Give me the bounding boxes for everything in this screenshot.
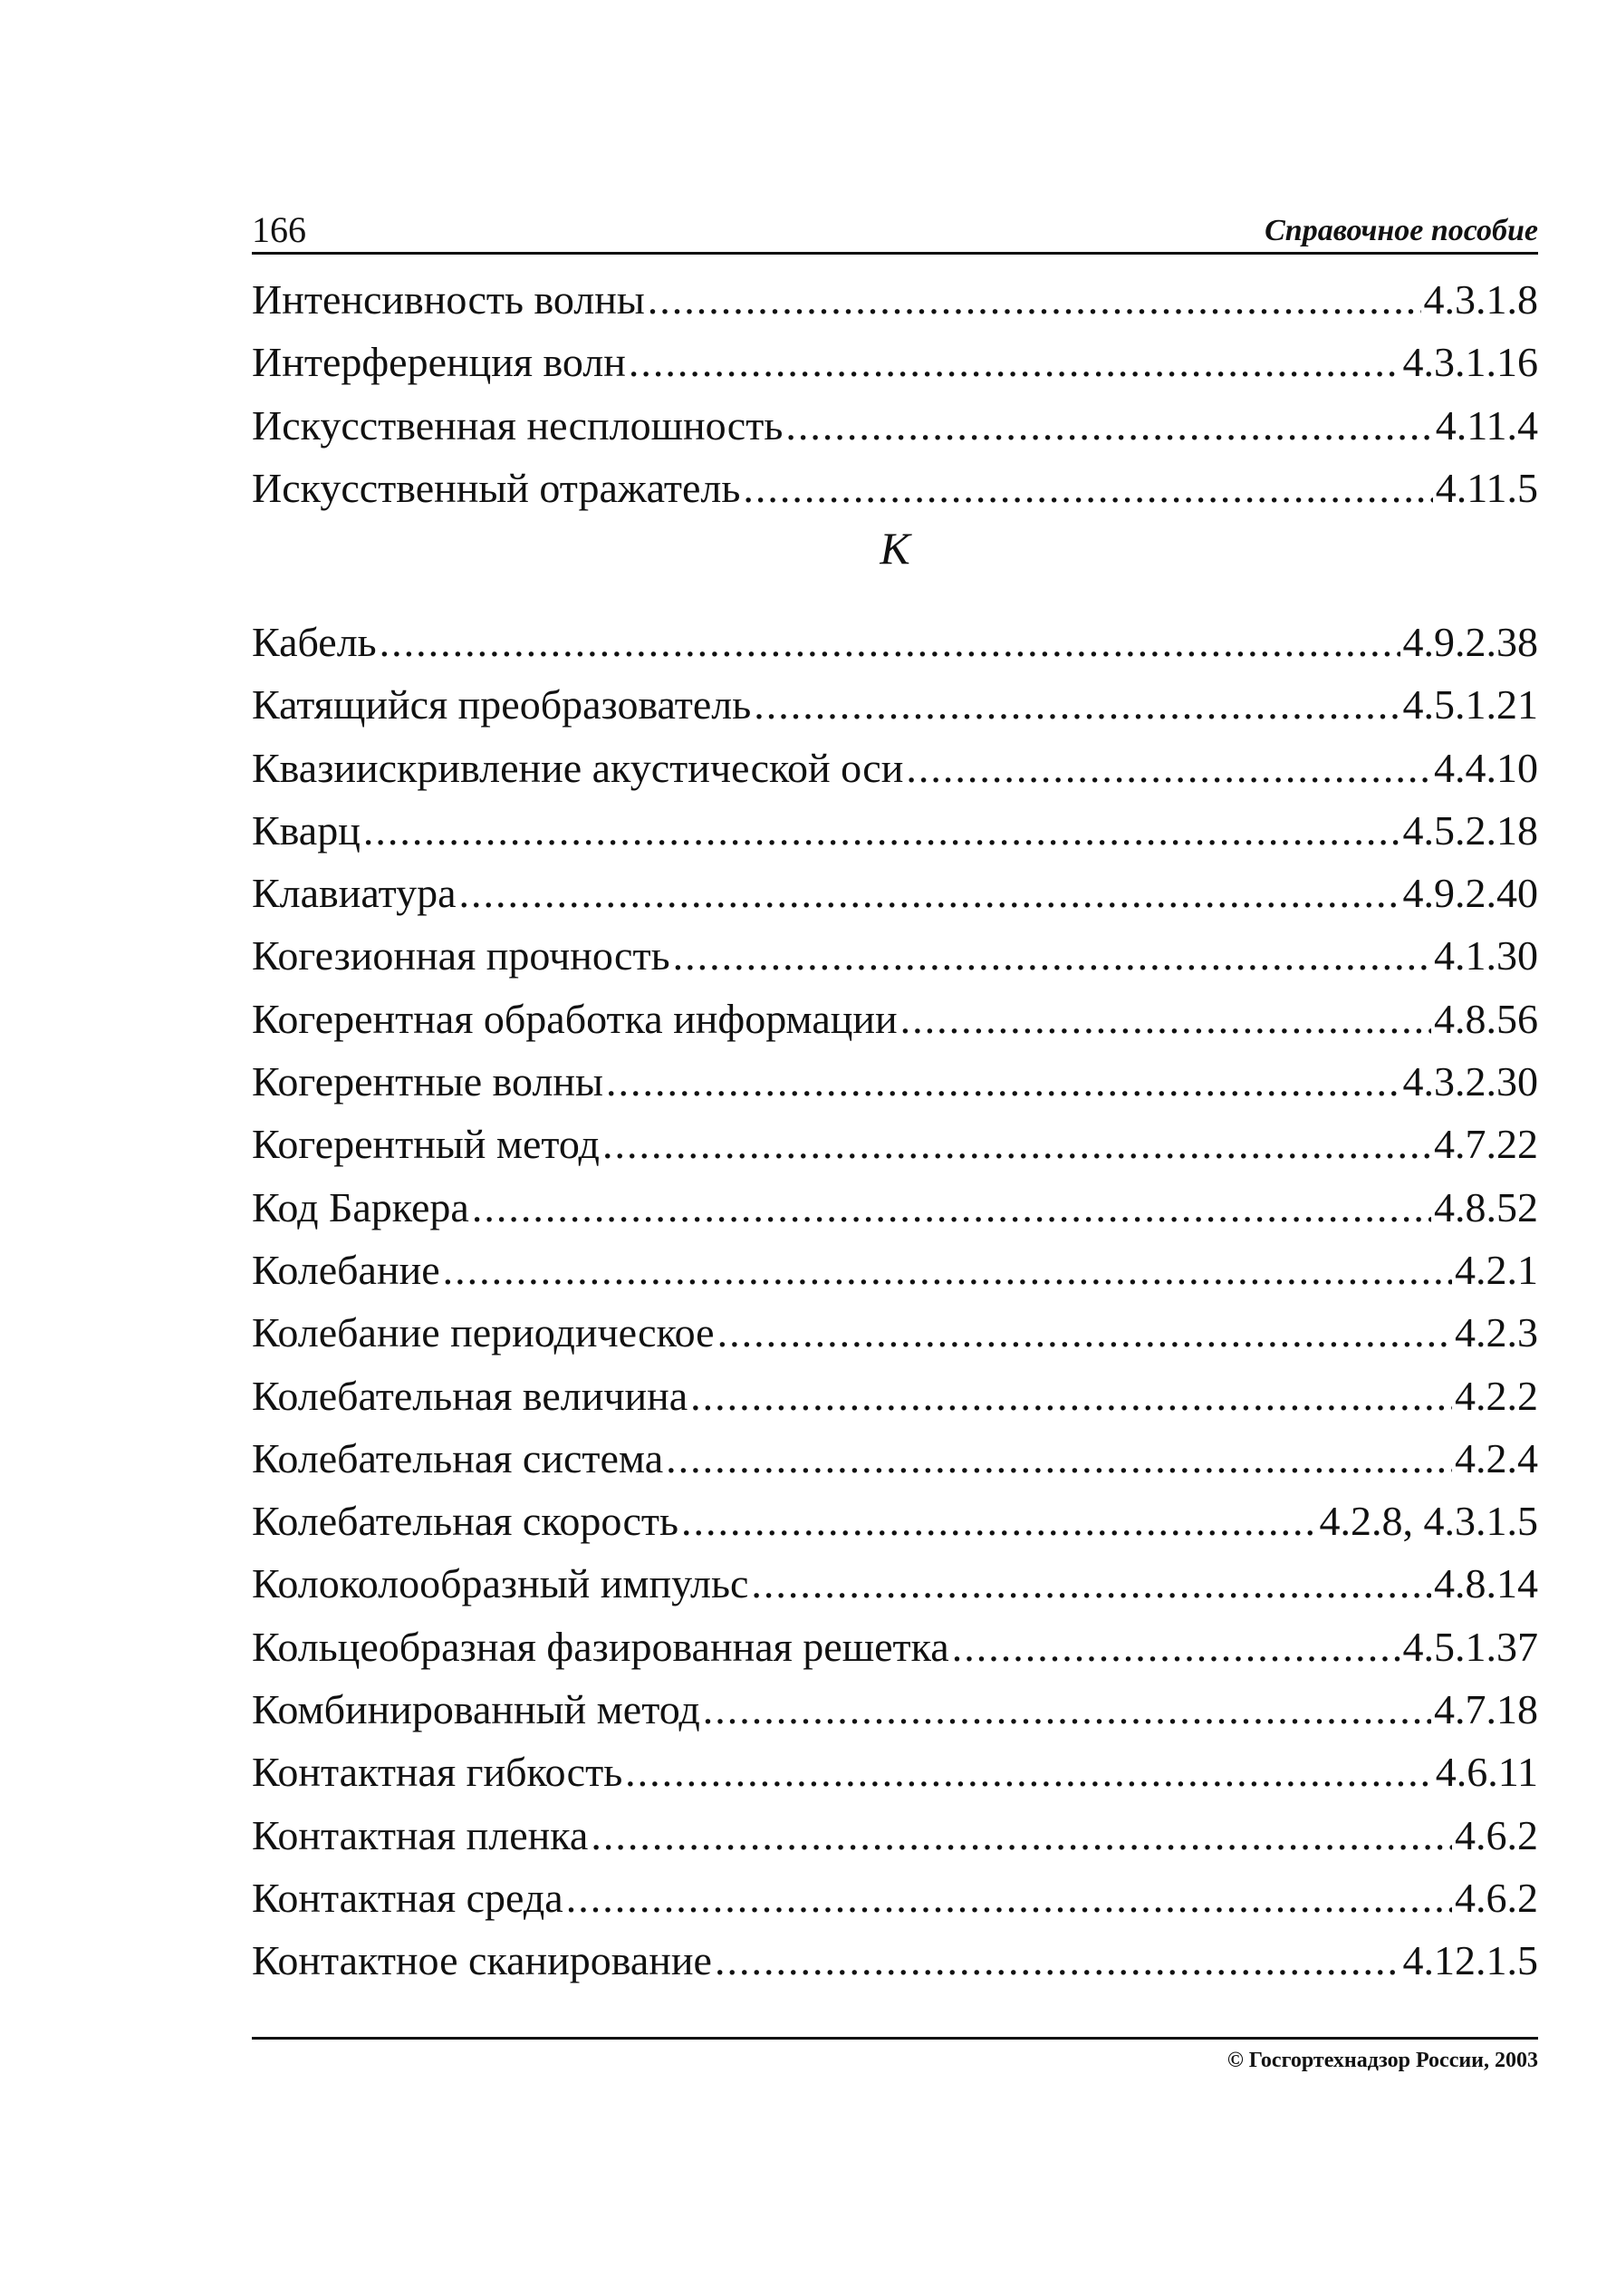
entry-reference: 4.2.1	[1455, 1246, 1538, 1293]
dot-leader	[743, 457, 1432, 519]
dot-leader	[443, 1239, 1452, 1301]
entry-reference: 4.11.4	[1435, 401, 1538, 449]
entry-term: Интерференция волн	[252, 339, 626, 386]
entry-term: Контактная пленка	[252, 1811, 589, 1858]
copyright-notice: © Госгортехнадзор России, 2003	[1226, 2049, 1538, 2072]
index-entry	[252, 1365, 1538, 1427]
dot-leader	[703, 1678, 1431, 1741]
index-entry	[252, 799, 1538, 862]
entry-reference: 4.2.2	[1455, 1372, 1538, 1419]
dot-leader	[681, 1490, 1316, 1552]
entry-reference: 4.6.2	[1455, 1874, 1538, 1921]
dot-leader	[629, 331, 1400, 393]
dot-leader	[906, 737, 1431, 799]
entry-reference: 4.3.2.30	[1402, 1058, 1538, 1105]
index-entry	[252, 1239, 1538, 1301]
entry-reference: 4.6.2	[1455, 1811, 1538, 1858]
index-entry	[252, 1113, 1538, 1175]
index-entry	[252, 1490, 1538, 1552]
index-entry	[252, 1616, 1538, 1678]
index-entry	[252, 862, 1538, 924]
dot-leader	[380, 611, 1400, 673]
entry-term: Контактная среда	[252, 1874, 563, 1921]
dot-leader	[591, 1804, 1452, 1867]
dot-leader	[472, 1176, 1431, 1239]
entry-term: Код Баркера	[252, 1183, 469, 1230]
index-entry	[252, 1301, 1538, 1364]
index-entry	[252, 394, 1538, 457]
section-letter-heading: К	[880, 523, 910, 574]
index-entry	[252, 1552, 1538, 1615]
running-title: Справочное пособие	[1265, 214, 1538, 247]
entry-term: Колебательная система	[252, 1434, 664, 1481]
entry-reference: 4.3.1.16	[1402, 339, 1538, 386]
dot-leader	[648, 268, 1421, 331]
dot-leader	[751, 1552, 1431, 1615]
entry-reference: 4.4.10	[1434, 744, 1538, 791]
entry-term: Контактное сканирование	[252, 1937, 712, 1984]
entry-term: Комбинированный метод	[252, 1686, 700, 1733]
entry-term: Интенсивность волны	[252, 276, 645, 323]
index-entry	[252, 924, 1538, 987]
dot-leader	[666, 1427, 1452, 1490]
entry-reference: 4.2.3	[1455, 1309, 1538, 1356]
entry-term: Колебательная скорость	[252, 1498, 679, 1545]
index-entry	[252, 673, 1538, 736]
entry-reference: 4.12.1.5	[1402, 1937, 1538, 1984]
entry-reference: 4.2.8, 4.3.1.5	[1319, 1498, 1538, 1545]
page-number: 166	[252, 209, 306, 250]
index-entries-before	[252, 268, 1538, 519]
dot-leader	[900, 988, 1431, 1050]
entry-reference: 4.9.2.40	[1402, 870, 1538, 917]
entry-reference: 4.2.4	[1455, 1434, 1538, 1481]
dot-leader	[625, 1741, 1433, 1803]
index-entry	[252, 1804, 1538, 1867]
entry-term: Квазиискривление акустической оси	[252, 744, 904, 791]
entry-reference: 4.8.14	[1434, 1560, 1538, 1607]
dot-leader	[363, 799, 1400, 862]
entry-reference: 4.1.30	[1434, 932, 1538, 979]
entry-reference: 4.6.11	[1435, 1749, 1538, 1796]
entry-reference: 4.11.5	[1435, 464, 1538, 511]
entry-term: Искусственный отражатель	[252, 464, 741, 511]
entry-term: Колоколообразный импульс	[252, 1560, 749, 1607]
dot-leader	[715, 1929, 1400, 1992]
index-entry	[252, 988, 1538, 1050]
index-entry	[252, 1929, 1538, 1992]
footer-divider	[252, 2037, 1538, 2040]
index-entry	[252, 331, 1538, 393]
index-entry	[252, 1427, 1538, 1490]
entry-term: Контактная гибкость	[252, 1749, 623, 1796]
entry-reference: 4.5.1.21	[1402, 681, 1538, 728]
entry-term: Когезионная прочность	[252, 932, 670, 979]
entry-term: Клавиатура	[252, 870, 457, 917]
entry-term: Кольцеобразная фазированная решетка	[252, 1623, 949, 1670]
dot-leader	[673, 924, 1431, 987]
index-entry	[252, 611, 1538, 673]
index-entry	[252, 1867, 1538, 1929]
entry-term: Кварц	[252, 806, 361, 854]
entry-reference: 4.7.22	[1434, 1121, 1538, 1168]
entry-term: Колебание периодическое	[252, 1309, 715, 1356]
dot-leader	[952, 1616, 1400, 1678]
entry-term: Искусственная несплошность	[252, 401, 784, 449]
entry-term: Когерентная обработка информации	[252, 995, 898, 1042]
entry-reference: 4.7.18	[1434, 1686, 1538, 1733]
index-entry	[252, 1176, 1538, 1239]
index-entry	[252, 268, 1538, 331]
entry-reference: 4.5.2.18	[1402, 806, 1538, 854]
entry-reference: 4.8.56	[1434, 995, 1538, 1042]
dot-leader	[785, 394, 1432, 457]
entry-term: Когерентные волны	[252, 1058, 603, 1105]
entry-term: Когерентный метод	[252, 1121, 600, 1168]
entry-term: Кабель	[252, 619, 377, 665]
entry-term: Колебательная величина	[252, 1372, 688, 1419]
dot-leader	[717, 1301, 1452, 1364]
entry-term: Колебание	[252, 1246, 440, 1293]
dot-leader	[754, 673, 1400, 736]
entry-term: Катящийся преобразователь	[252, 681, 752, 728]
entry-reference: 4.9.2.38	[1402, 619, 1538, 665]
index-entry	[252, 1678, 1538, 1741]
dot-leader	[690, 1365, 1452, 1427]
entry-reference: 4.5.1.37	[1402, 1623, 1538, 1670]
index-entry	[252, 1741, 1538, 1803]
index-entry	[252, 457, 1538, 519]
dot-leader	[566, 1867, 1452, 1929]
dot-leader	[606, 1050, 1400, 1113]
index-entry	[252, 737, 1538, 799]
entry-reference: 4.3.1.8	[1423, 276, 1538, 323]
dot-leader	[602, 1113, 1431, 1175]
index-entry	[252, 1050, 1538, 1113]
index-entries-k	[252, 611, 1538, 1992]
page-header	[252, 201, 1538, 255]
dot-leader	[459, 862, 1400, 924]
entry-reference: 4.8.52	[1434, 1183, 1538, 1230]
